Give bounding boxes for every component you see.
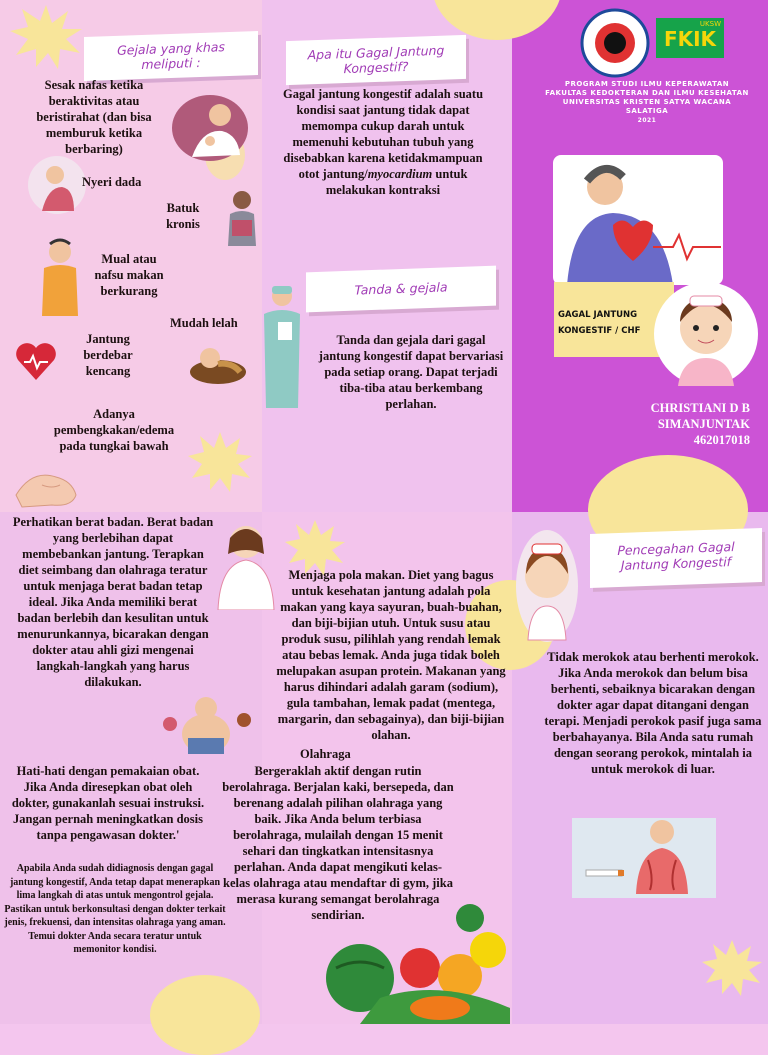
gejala-item: Mudah lelah bbox=[170, 316, 238, 330]
heart-attack-man-icon bbox=[553, 155, 723, 285]
overweight-man-illustration bbox=[160, 694, 256, 756]
chest-pain-man-illustration bbox=[172, 95, 248, 161]
cover-heart-attack-illustration bbox=[553, 155, 723, 285]
heading-ribbon-tanda bbox=[306, 266, 496, 313]
nurse-avatar-icon bbox=[650, 282, 762, 386]
uksw-logo-icon bbox=[580, 8, 650, 78]
starburst-icon bbox=[188, 432, 252, 492]
heading-ribbon-gejala bbox=[84, 31, 258, 81]
starburst-icon bbox=[702, 940, 762, 1002]
institution-header: PROGRAM STUDI ILMU KEPERAWATAN FAKULTAS KEDOKTERAN DAN ILMU KESEHATAN UNIVERSITAS KRISTEN SATYA WACANA SALATIGA 2021 bbox=[545, 80, 749, 124]
heading-ribbon-apa bbox=[286, 35, 466, 85]
heart-icon bbox=[14, 340, 58, 382]
author-name: CHRISTIANI D B SIMANJUNTAK 462017018 bbox=[650, 401, 750, 447]
tanda-heading: Tanda & gejala bbox=[354, 279, 448, 298]
doctor-illustration bbox=[258, 282, 306, 410]
blob-decor bbox=[150, 975, 260, 1055]
swollen-feet-illustration bbox=[12, 455, 78, 511]
chest-pain-child-illustration bbox=[28, 155, 86, 215]
nurse-cartoon-illustration bbox=[516, 530, 578, 642]
apa-heading: Apa itu Gagal Jantung Kongestif? bbox=[307, 42, 445, 77]
gejala-item: Batuk kronis bbox=[166, 201, 200, 231]
gejala-item: Mual atau nafsu makan berkurang bbox=[94, 252, 164, 298]
cover-title-box: GAGAL JANTUNG KONGESTIF / CHF bbox=[554, 282, 674, 357]
gejala-item: Jantung berdebar kencang bbox=[83, 332, 133, 378]
pencegahan-heading: Pencegahan Gagal Jantung Kongestif bbox=[617, 538, 735, 573]
olahraga-text: Bergeraklah aktif dengan rutin berolahraga. Berjalan kaki, bersepeda, dan berenang adalah pilihan olahraga yang baik. Jika Anda belum terbiasa berolahraga, mulailah dengan 15 menit sehari dan tingkatkan intensitasnya perlahan. Anda dapat mengikuti kelas-kelas olahraga atau mendaftar di gym, jika merasa kurang semangat berolahraga sendirian. bbox=[222, 764, 454, 922]
fkik-logo: UKSW FKIK bbox=[656, 18, 724, 58]
tired-person-illustration bbox=[188, 338, 246, 384]
vegetables-fruits-illustration bbox=[320, 898, 516, 1024]
starburst-icon bbox=[10, 5, 82, 69]
heading-ribbon-pencegahan bbox=[590, 528, 762, 588]
gejala-item: Adanya pembengkakan/edema pada tungkai bawah bbox=[53, 407, 175, 453]
pencegahan-text: Tidak merokok atau berhenti merokok. Jika Anda merokok dan belum bisa berhenti, sebaiknya bicarakan dengan dokter agar dapat ditangani dengan terapi. Menjadi perokok pasif juga sama berbahayanya. Bila Anda satu rumah dengan seorang perokok, mintalah ia untuk merokok di luar. bbox=[544, 650, 762, 776]
pola-text: Menjaga pola makan. Diet yang bagus untuk kesehatan jantung adalah pola makan yang kaya sayuran, buah-buahan, dan biji-bijian utuh. Untuk susu atau produk susu, pilihlah yang rendah lemak atau bebas lemak. Anda juga tidak boleh melupakan asupan protein. Makanan yang harus dihindari adalah garam (sodium), gula tambahan, lemak padat (mentega, margarin, dan sebagainya), dan biji-bijian olahan. bbox=[276, 568, 506, 742]
tanda-text: Tanda dan gejala dari gagal jantung kongestif dapat bervariasi pada setiap orang. Dapat terjadi tiba-tiba atau berkembang perlahan. bbox=[318, 333, 504, 411]
berat-text: Perhatikan berat badan. Berat badan yang berlebihan dapat membebankan jantung. Terapkan diet seimbang dan olahraga teratur untuk menjaga berat badan tetap ideal. Jika Anda memiliki berat badan berlebih dan kesulitan untuk menurunkannya, bicarakan dengan dokter atau ahli gizi mengenai langkah-langkah yang harus dilakukan. bbox=[12, 515, 214, 689]
olahraga-title: Olahraga bbox=[300, 747, 351, 761]
obat-text: Hati-hati dengan pemakaian obat. Jika Anda diresepkan obat oleh dokter, gunakanlah sesuai instruksi. Jangan pernah meningkatkan dosis tanpa pengawasan dokter.' bbox=[11, 764, 205, 842]
gejala-item: Nyeri dada bbox=[82, 175, 142, 189]
gejala-item: Sesak nafas ketika beraktivitas atau beristirahat (dan bisa memburuk ketika berbaring) bbox=[36, 78, 152, 156]
apa-text: Gagal jantung kongestif adalah suatu kondisi saat jantung tidak dapat memompa cukup darah untuk memenuhi kebutuhan tubuh yang disebabkan karena ketidakmampuan otot jantung/myocardium untuk melakukan kontraksi bbox=[282, 87, 484, 197]
coughing-woman-illustration bbox=[218, 186, 264, 248]
nausea-man-illustration bbox=[36, 236, 90, 318]
smoking-lungs-illustration bbox=[572, 818, 716, 898]
diagnosis-text: Apabila Anda sudah didiagnosis dengan gagal jantung kongestif, Anda tetap dapat menerapkan lima langkah di atas untuk mengontrol gejala. Pastikan untuk berkonsultasi dengan dokter terkait jenis, frekuensi, dan intensitas olahraga yang aman. Temui dokter Anda secara teratur untuk memonitor kondisi. bbox=[4, 863, 226, 955]
gejala-heading: Gejala yang khas meliputi : bbox=[117, 39, 225, 73]
